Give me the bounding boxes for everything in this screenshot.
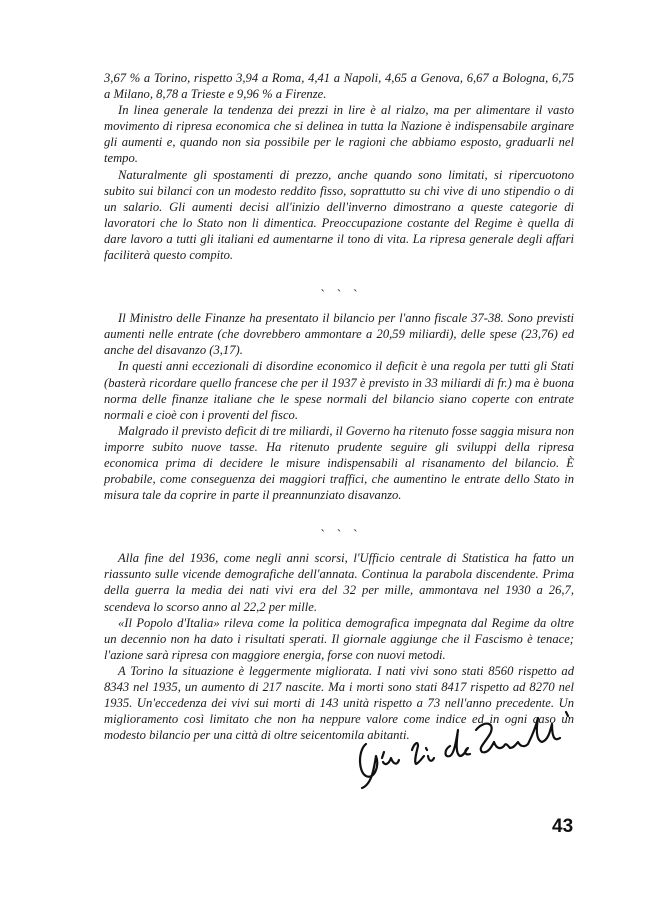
paragraph: In linea generale la tendenza dei prezzi in lire è al rialzo, ma per alimentare il vasto movimento di ripresa economica che si delinea in tutta la Nazione è indispensabile arginare gli aumenti e, quando non sia possibile per le ragioni che abbiamo esposto, graduarli nel tempo. — [104, 103, 574, 166]
paragraph: In questi anni eccezionali di disordine economico il deficit è una regola per tutti gli Stati (basterà ricordare quello francese che per il 1937 è previsto in 33 miliardi di fr.) ma è buona norma delle finanze italiane che le spese normali del bilancio siano coperte con entrate normali e cioè con i proventi del fisco. — [104, 359, 574, 422]
paragraph: Malgrado il previsto deficit di tre miliardi, il Governo ha ritenuto fosse saggia misura non imporre subito nuove tasse. Ha ritenuto prudente seguire gli sviluppi della ripresa economica prima di decidere le misure indispensabili al risanamento del bilancio. È probabile, come conseguenza dei maggiori traffici, che aumentino le entrate dello Stato in misura tale da coprire in parte il preannunziato disavanzo. — [104, 423, 574, 503]
paragraph: Il Ministro delle Finanze ha presentato il bilancio per l'anno fiscale 37-38. Sono previsti aumenti nelle entrate (che dovrebbero ammontare a 20,59 miliardi), delle spese (23,76) ed anche del disavanzo (3,17). — [104, 311, 574, 358]
paragraph: Alla fine del 1936, come negli anni scorsi, l'Ufficio centrale di Statistica ha fatto un riassunto sulle vicende demografiche dell'annata. Continua la parabola discendente. Prima della guerra la media dei nati vivi era del 32 per mille, ammontava nel 1930 a 26,7, scendeva lo scorso anno al 22,2 per mille. — [104, 551, 574, 614]
article-body — [104, 70, 574, 743]
page-number: 43 — [552, 816, 574, 837]
paragraph: Naturalmente gli spostamenti di prezzo, anche quando sono limitati, si ripercuotono subito sui bilanci con un modesto reddito fisso, soprattutto su chi vive di uno stipendio o di un salario. Gli aumenti decisi all'inizio dell'inverno dimostrano a queste categorie di lavoratori che lo Stato non li dimentica. Preoccupazione costante del Regime è quella di dare lavoro a tutti gli italiani ed aumentarne il tono di vita. La ripresa generale degli affari faciliterà questo compito. — [104, 167, 574, 263]
handwritten-signature — [352, 692, 582, 792]
paragraph: 3,67 % a Torino, rispetto 3,94 a Roma, 4,41 a Napoli, 4,65 a Genova, 6,67 a Bologna, 6,75 a Milano, 8,78 a Trieste e 9,96 % a Firenze. — [104, 71, 574, 102]
section-separator: ˎˎˎ — [320, 517, 370, 533]
section-separator: ˎˎˎ — [320, 277, 370, 293]
paragraph: «Il Popolo d'Italia» rileva come la politica demografica impegnata dal Regime da oltre un decennio non ha dato i risultati sperati. Il giornale aggiunge che il Fascismo è tenace; l'azione sarà ripresa con maggiore energia, forse con nuovi metodi. — [104, 615, 574, 662]
paragraph: A Torino la situazione è leggermente migliorata. I nati vivi sono stati 8560 rispetto ad 8343 nel 1935, un aumento di 217 nascite. Ma i morti sono stati 8417 rispetto ad 8270 nel 1935. Un'eccedenza dei vivi sui morti di 143 unità rispetto a 73 nell'anno precedente. Un miglioramento così limitato che non ha neppure valore come indice ed in ogni caso un modesto bilancio per una città di oltre seicentomila abitanti. — [104, 663, 574, 743]
